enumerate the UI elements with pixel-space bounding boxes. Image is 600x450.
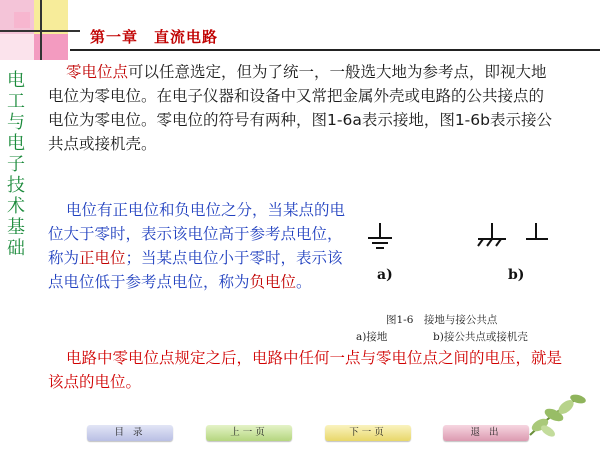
exit-button[interactable]: 退 出: [443, 425, 529, 441]
keyword-zero-potential-point: 零电位点: [66, 63, 129, 81]
figure-subcaption-b: b)接公共点或接机壳: [433, 331, 528, 343]
ground-symbol-icon: [368, 223, 392, 248]
keyword-negative-potential: 负电位: [249, 273, 297, 291]
paragraph-zero-potential: [48, 60, 554, 156]
paragraph-text-part1: 电位有正电位和负电位之分，当某点的电位大于零时，表示该电位高于参考点电位，称为: [48, 201, 346, 267]
keyword-positive-potential: 正电位: [79, 249, 126, 267]
side-title: 电工与电子技术基础: [7, 70, 25, 259]
paragraph-positive-negative: [48, 198, 346, 294]
chapter-title: 第一章 直流电路: [90, 28, 219, 46]
figure-subcaption-a: a)接地: [356, 331, 388, 343]
figure-label-b: b): [508, 267, 525, 283]
header-divider: [70, 49, 600, 51]
paragraph-text-part3: 。: [296, 273, 312, 291]
figure-label-a: a): [377, 267, 393, 283]
common-point-icon: [526, 223, 548, 239]
leaf-decoration-icon: [520, 385, 600, 445]
paragraph-text: 可以任意选定，但为了统一，一般选大地为参考点，即视大地电位为零电位。在电子仪器和设备中又常把金属外壳或电路的公共接点的电位为零电位。零电位的符号有两种，图1-6a表示接地，图1-6b表示接公共点或接机壳。: [48, 63, 552, 153]
next-page-button[interactable]: 下一页: [325, 425, 411, 441]
paragraph-potential-definition: 电路中零电位点规定之后，电路中任何一点与零电位点之间的电压，就是该点的电位。: [48, 349, 563, 391]
chassis-ground-icon: [478, 223, 506, 246]
contents-button[interactable]: 目 录: [87, 425, 173, 441]
prev-page-button[interactable]: 上一页: [206, 425, 292, 441]
figure-caption: 图1-6 接地与接公共点: [386, 314, 498, 326]
paragraph-text-part2: ；当某点电位小于零时，表示该点电位低于参考点电位，称为: [48, 249, 343, 291]
